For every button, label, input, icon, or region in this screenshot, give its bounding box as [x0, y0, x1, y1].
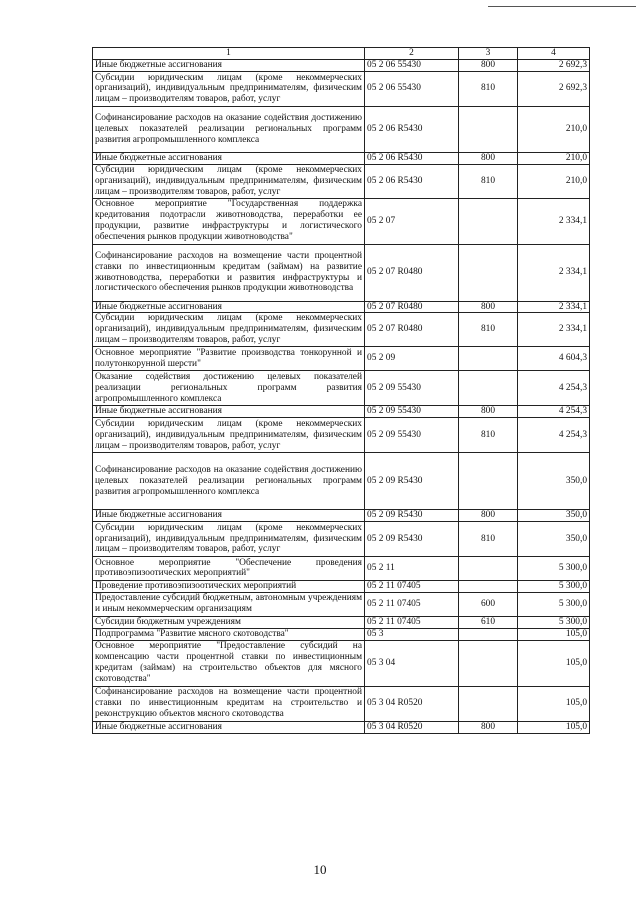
row-name-cell: Иные бюджетные ассигнования [93, 406, 365, 418]
row-code-cell: 05 2 06 R5430 [365, 152, 459, 164]
row-name-cell: Основное мероприятие "Развитие производства тонкорунной и полутонкорунной шерсти" [93, 347, 365, 371]
row-type-cell: 800 [459, 152, 518, 164]
row-amount-cell: 4 254,3 [518, 406, 590, 418]
row-type-cell [459, 106, 518, 152]
row-type-cell: 800 [459, 301, 518, 313]
row-amount-cell: 105,0 [518, 640, 590, 686]
row-code-cell: 05 2 09 55430 [365, 406, 459, 418]
row-type-cell: 810 [459, 313, 518, 347]
row-name-cell: Субсидии юридическим лицам (кроме некоммерческих организаций), индивидуальным предпринимателям, физическим лицам – производителям товаров, работ, услуг [93, 521, 365, 556]
row-name-cell: Софинансирование расходов на оказание содействия достижению целевых показателей реализации региональных программ развития агропромышленного комплекса [93, 106, 365, 152]
table-row [93, 371, 590, 406]
row-name-cell: Субсидии юридическим лицам (кроме некоммерческих организаций), индивидуальным предпринимателям, физическим лицам – производителям товаров, работ, услуг [93, 313, 365, 347]
row-amount-cell: 5 300,0 [518, 556, 590, 580]
budget-table [92, 47, 590, 734]
row-type-cell [459, 686, 518, 721]
row-code-cell: 05 2 09 R5430 [365, 521, 459, 556]
table-row [93, 418, 590, 453]
table-row [93, 686, 590, 721]
row-name-cell: Основное мероприятие "Государственная поддержка кредитования подотрасли животноводства, переработки ее продукции, развитие инфраструктуры и логистического обеспечения рынков продукции животноводства" [93, 198, 365, 244]
table-row [93, 556, 590, 580]
row-name-cell: Проведение противоэпизоотических мероприятий [93, 580, 365, 592]
row-type-cell [459, 198, 518, 244]
row-code-cell: 05 3 [365, 628, 459, 640]
row-type-cell: 800 [459, 406, 518, 418]
row-amount-cell: 210,0 [518, 106, 590, 152]
table-header-row [93, 48, 590, 60]
row-amount-cell: 4 254,3 [518, 418, 590, 453]
row-amount-cell: 105,0 [518, 721, 590, 733]
row-type-cell [459, 628, 518, 640]
table-row [93, 721, 590, 733]
row-code-cell: 05 2 07 R0480 [365, 313, 459, 347]
row-amount-cell: 105,0 [518, 628, 590, 640]
row-amount-cell: 5 300,0 [518, 592, 590, 616]
row-type-cell [459, 347, 518, 371]
table-row [93, 580, 590, 592]
row-code-cell: 05 2 09 R5430 [365, 453, 459, 510]
row-type-cell [459, 371, 518, 406]
row-amount-cell: 210,0 [518, 164, 590, 198]
table-row [93, 616, 590, 628]
table-row [93, 510, 590, 522]
row-amount-cell: 5 300,0 [518, 616, 590, 628]
row-amount-cell: 350,0 [518, 453, 590, 510]
column-header-3: 3 [459, 48, 518, 60]
row-amount-cell: 4 254,3 [518, 371, 590, 406]
row-code-cell: 05 2 07 [365, 198, 459, 244]
row-type-cell: 800 [459, 60, 518, 72]
table-row [93, 453, 590, 510]
row-name-cell: Иные бюджетные ассигнования [93, 60, 365, 72]
row-name-cell: Иные бюджетные ассигнования [93, 721, 365, 733]
table-row [93, 198, 590, 244]
row-type-cell: 600 [459, 592, 518, 616]
row-code-cell: 05 2 07 R0480 [365, 301, 459, 313]
row-amount-cell: 2 334,1 [518, 313, 590, 347]
row-amount-cell: 350,0 [518, 521, 590, 556]
table-row [93, 152, 590, 164]
row-name-cell: Иные бюджетные ассигнования [93, 510, 365, 522]
top-rule-line [488, 6, 636, 7]
table-row [93, 347, 590, 371]
table-row [93, 244, 590, 301]
row-amount-cell: 350,0 [518, 510, 590, 522]
row-code-cell: 05 2 06 55430 [365, 71, 459, 106]
row-code-cell: 05 2 06 R5430 [365, 106, 459, 152]
table-row [93, 640, 590, 686]
row-name-cell: Субсидии юридическим лицам (кроме некоммерческих организаций), индивидуальным предпринимателям, физическим лицам – производителям товаров, работ, услуг [93, 418, 365, 453]
column-header-2: 2 [365, 48, 459, 60]
table-row [93, 406, 590, 418]
row-name-cell: Софинансирование расходов на возмещение части процентной ставки по инвестиционным кредитам (займам) на развитие животноводства, переработки и развития инфраструктуры и логистического обеспечения рынков продукции животноводства [93, 244, 365, 301]
row-code-cell: 05 2 06 R5430 [365, 164, 459, 198]
row-type-cell: 610 [459, 616, 518, 628]
row-amount-cell: 2 334,1 [518, 301, 590, 313]
row-type-cell: 810 [459, 521, 518, 556]
row-code-cell: 05 2 11 07405 [365, 616, 459, 628]
table-row [93, 521, 590, 556]
page-number: 10 [313, 862, 327, 877]
row-amount-cell: 2 692,3 [518, 60, 590, 72]
row-amount-cell: 4 604,3 [518, 347, 590, 371]
row-type-cell: 810 [459, 418, 518, 453]
row-amount-cell: 2 334,1 [518, 198, 590, 244]
table-row [93, 313, 590, 347]
row-type-cell: 800 [459, 721, 518, 733]
row-name-cell: Иные бюджетные ассигнования [93, 152, 365, 164]
column-header-4: 4 [518, 48, 590, 60]
row-code-cell: 05 2 09 R5430 [365, 510, 459, 522]
row-code-cell: 05 2 11 [365, 556, 459, 580]
row-name-cell: Основное мероприятие "Предоставление субсидий на компенсацию части процентной ставки по инвестиционным кредитам (займам) на строительство объектов для мясного скотоводства" [93, 640, 365, 686]
row-code-cell: 05 2 09 55430 [365, 418, 459, 453]
row-name-cell: Подпрограмма "Развитие мясного скотоводства" [93, 628, 365, 640]
table-row [93, 164, 590, 198]
row-amount-cell: 105,0 [518, 686, 590, 721]
table-row [93, 301, 590, 313]
row-name-cell: Софинансирование расходов на оказание содействия достижению целевых показателей реализации региональных программ развития агропромышленного комплекса [93, 453, 365, 510]
row-type-cell: 810 [459, 164, 518, 198]
row-name-cell: Субсидии юридическим лицам (кроме некоммерческих организаций), индивидуальным предпринимателям, физическим лицам – производителям товаров, работ, услуг [93, 164, 365, 198]
row-name-cell: Основное мероприятие "Обеспечение проведения противоэпизоотических мероприятий" [93, 556, 365, 580]
row-name-cell: Оказание содействия достижению целевых показателей реализации региональных программ развития агропромышленного комплекса [93, 371, 365, 406]
column-header-1: 1 [93, 48, 365, 60]
row-amount-cell: 210,0 [518, 152, 590, 164]
table-row [93, 106, 590, 152]
row-type-cell: 800 [459, 510, 518, 522]
row-code-cell: 05 2 11 07405 [365, 580, 459, 592]
row-code-cell: 05 2 09 [365, 347, 459, 371]
row-name-cell: Субсидии бюджетным учреждениям [93, 616, 365, 628]
row-type-cell [459, 453, 518, 510]
row-name-cell: Предоставление субсидий бюджетным, автономным учреждениям и иным некоммерческим организациям [93, 592, 365, 616]
table-row [93, 628, 590, 640]
table-row [93, 60, 590, 72]
table-row [93, 592, 590, 616]
row-code-cell: 05 2 06 55430 [365, 60, 459, 72]
row-code-cell: 05 2 07 R0480 [365, 244, 459, 301]
row-type-cell [459, 580, 518, 592]
row-code-cell: 05 2 11 07405 [365, 592, 459, 616]
row-name-cell: Иные бюджетные ассигнования [93, 301, 365, 313]
row-type-cell: 810 [459, 71, 518, 106]
row-amount-cell: 5 300,0 [518, 580, 590, 592]
row-type-cell [459, 556, 518, 580]
row-code-cell: 05 3 04 R0520 [365, 686, 459, 721]
row-amount-cell: 2 334,1 [518, 244, 590, 301]
row-type-cell [459, 244, 518, 301]
table-row [93, 71, 590, 106]
row-code-cell: 05 3 04 R0520 [365, 721, 459, 733]
row-name-cell: Софинансирование расходов на возмещение части процентной ставки по инвестиционным кредитам на строительство и реконструкцию объектов мясного скотоводства [93, 686, 365, 721]
row-code-cell: 05 3 04 [365, 640, 459, 686]
table-body [93, 60, 590, 734]
row-code-cell: 05 2 09 55430 [365, 371, 459, 406]
row-name-cell: Субсидии юридическим лицам (кроме некоммерческих организаций), индивидуальным предпринимателям, физическим лицам – производителям товаров, работ, услуг [93, 71, 365, 106]
row-type-cell [459, 640, 518, 686]
row-amount-cell: 2 692,3 [518, 71, 590, 106]
